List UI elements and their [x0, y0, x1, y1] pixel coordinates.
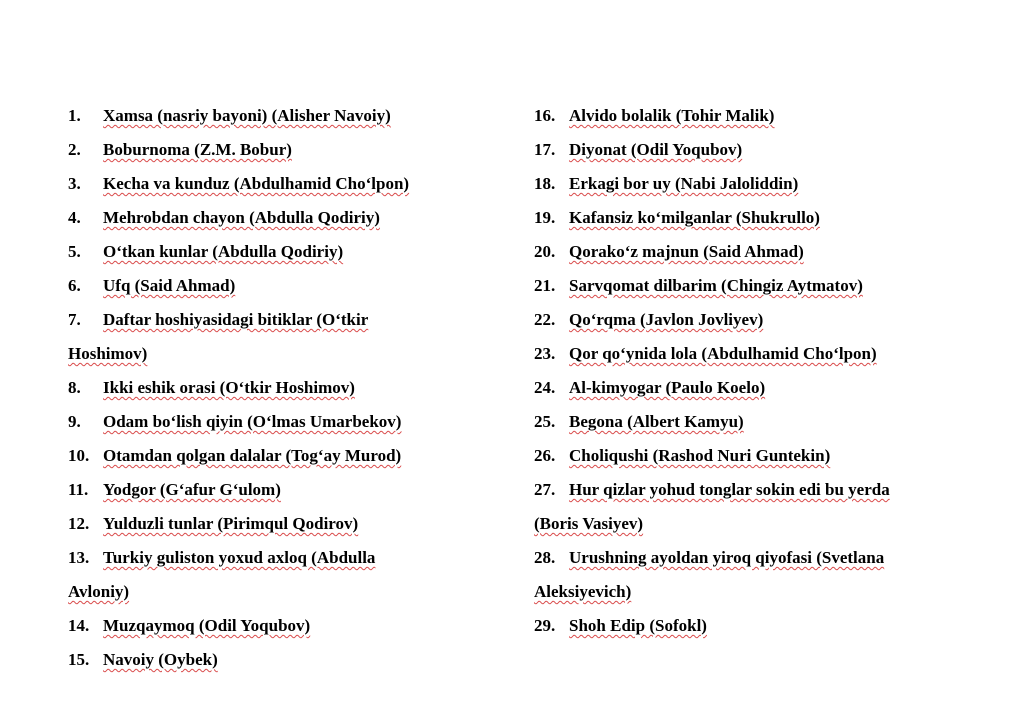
- item-title: Qor qo‘ynida lola (Abdulhamid Cho‘lpon): [569, 344, 877, 363]
- list-item: [68, 541, 508, 575]
- list-item: [68, 303, 508, 337]
- list-item: [68, 507, 508, 541]
- list-item: [68, 133, 508, 167]
- list-item: [68, 235, 508, 269]
- item-number: 16.: [534, 106, 556, 125]
- item-number: 25.: [534, 412, 556, 431]
- item-title: Ufq (Said Ahmad): [103, 276, 236, 295]
- item-title: Qorako‘z majnun (Said Ahmad): [569, 242, 804, 261]
- item-number: 6.: [68, 276, 81, 295]
- item-number: 19.: [534, 208, 556, 227]
- item-number: 3.: [68, 174, 81, 193]
- item-number: 9.: [68, 412, 81, 431]
- list-item: [534, 167, 974, 201]
- item-number: 27.: [534, 480, 556, 499]
- item-title: Turkiy guliston yoxud axloq (Abdulla: [103, 548, 376, 567]
- item-number: 26.: [534, 446, 556, 465]
- item-title: Boburnoma (Z.M. Bobur): [103, 140, 292, 159]
- item-number: 23.: [534, 344, 556, 363]
- list-item: [68, 405, 508, 439]
- item-number: 22.: [534, 310, 556, 329]
- list-item: [534, 473, 974, 507]
- list-item-continuation: [534, 575, 974, 609]
- item-title: Urushning ayoldan yiroq qiyofasi (Svetlana: [569, 548, 885, 567]
- list-item: [68, 473, 508, 507]
- item-number: 14.: [68, 616, 90, 635]
- list-item-continuation: [534, 507, 974, 541]
- item-number: 15.: [68, 650, 90, 669]
- list-item: [68, 167, 508, 201]
- item-title: Otamdan qolgan dalalar (Tog‘ay Murod): [103, 446, 402, 465]
- item-title: Yulduzli tunlar (Pirimqul Qodirov): [103, 514, 359, 533]
- item-title: Odam bo‘lish qiyin (O‘lmas Umarbekov): [103, 412, 402, 431]
- item-number: 8.: [68, 378, 81, 397]
- item-title: Kecha va kunduz (Abdulhamid Cho‘lpon): [103, 174, 410, 193]
- list-item-continuation: [68, 575, 508, 609]
- item-number: 1.: [68, 106, 81, 125]
- item-title: Xamsa (nasriy bayoni) (Alisher Navoiy): [103, 106, 391, 125]
- list-item: [534, 541, 974, 575]
- item-number: 28.: [534, 548, 556, 567]
- item-number: 20.: [534, 242, 556, 261]
- item-number: 10.: [68, 446, 90, 465]
- item-title: Begona (Albert Kamyu): [569, 412, 744, 431]
- item-number: 11.: [68, 480, 89, 499]
- item-title: Navoiy (Oybek): [103, 650, 218, 669]
- list-item: [534, 303, 974, 337]
- item-number: 21.: [534, 276, 556, 295]
- list-item: [68, 371, 508, 405]
- list-item: [68, 643, 508, 677]
- list-item: [534, 371, 974, 405]
- list-item: [68, 609, 508, 643]
- item-title-continuation: Avloniy): [68, 582, 130, 601]
- item-number: 29.: [534, 616, 556, 635]
- item-title: Yodgor (G‘afur G‘ulom): [103, 480, 281, 499]
- item-number: 13.: [68, 548, 90, 567]
- list-item: [534, 337, 974, 371]
- item-title: Daftar hoshiyasidagi bitiklar (O‘tkir: [103, 310, 369, 329]
- list-item: [534, 609, 974, 643]
- item-number: 4.: [68, 208, 81, 227]
- item-title: Ikki eshik orasi (O‘tkir Hoshimov): [103, 378, 355, 397]
- list-item: [534, 201, 974, 235]
- item-title-continuation: (Boris Vasiyev): [534, 514, 644, 533]
- item-number: 24.: [534, 378, 556, 397]
- item-number: 18.: [534, 174, 556, 193]
- item-number: 12.: [68, 514, 90, 533]
- right-column-list: [534, 99, 974, 643]
- list-item: [534, 439, 974, 473]
- left-column-list: [68, 99, 508, 677]
- list-item: [534, 235, 974, 269]
- list-item: [68, 99, 508, 133]
- item-number: 7.: [68, 310, 81, 329]
- item-title: Erkagi bor uy (Nabi Jaloliddin): [569, 174, 799, 193]
- item-number: 5.: [68, 242, 81, 261]
- item-title: O‘tkan kunlar (Abdulla Qodiriy): [103, 242, 344, 261]
- item-title: Alvido bolalik (Tohir Malik): [569, 106, 775, 125]
- list-item: [534, 133, 974, 167]
- list-item-continuation: [68, 337, 508, 371]
- item-title-continuation: Aleksiyevich): [534, 582, 632, 601]
- item-title: Choliqushi (Rashod Nuri Guntekin): [569, 446, 831, 465]
- item-title: Hur qizlar yohud tonglar sokin edi bu yerda: [569, 480, 890, 499]
- list-item: [68, 201, 508, 235]
- item-title: Qo‘rqma (Javlon Jovliyev): [569, 310, 764, 329]
- list-item: [534, 405, 974, 439]
- list-item: [534, 99, 974, 133]
- list-item: [534, 269, 974, 303]
- item-title: Diyonat (Odil Yoqubov): [569, 140, 743, 159]
- item-title: Muzqaymoq (Odil Yoqubov): [103, 616, 311, 635]
- item-number: 17.: [534, 140, 556, 159]
- item-title: Sarvqomat dilbarim (Chingiz Aytmatov): [569, 276, 863, 295]
- list-item: [68, 439, 508, 473]
- item-number: 2.: [68, 140, 81, 159]
- item-title: Kafansiz ko‘milganlar (Shukrullo): [569, 208, 820, 227]
- list-item: [68, 269, 508, 303]
- item-title: Shoh Edip (Sofokl): [569, 616, 707, 635]
- item-title: Al-kimyogar (Paulo Koelo): [569, 378, 766, 397]
- item-title: Mehrobdan chayon (Abdulla Qodiriy): [103, 208, 380, 227]
- item-title-continuation: Hoshimov): [68, 344, 148, 363]
